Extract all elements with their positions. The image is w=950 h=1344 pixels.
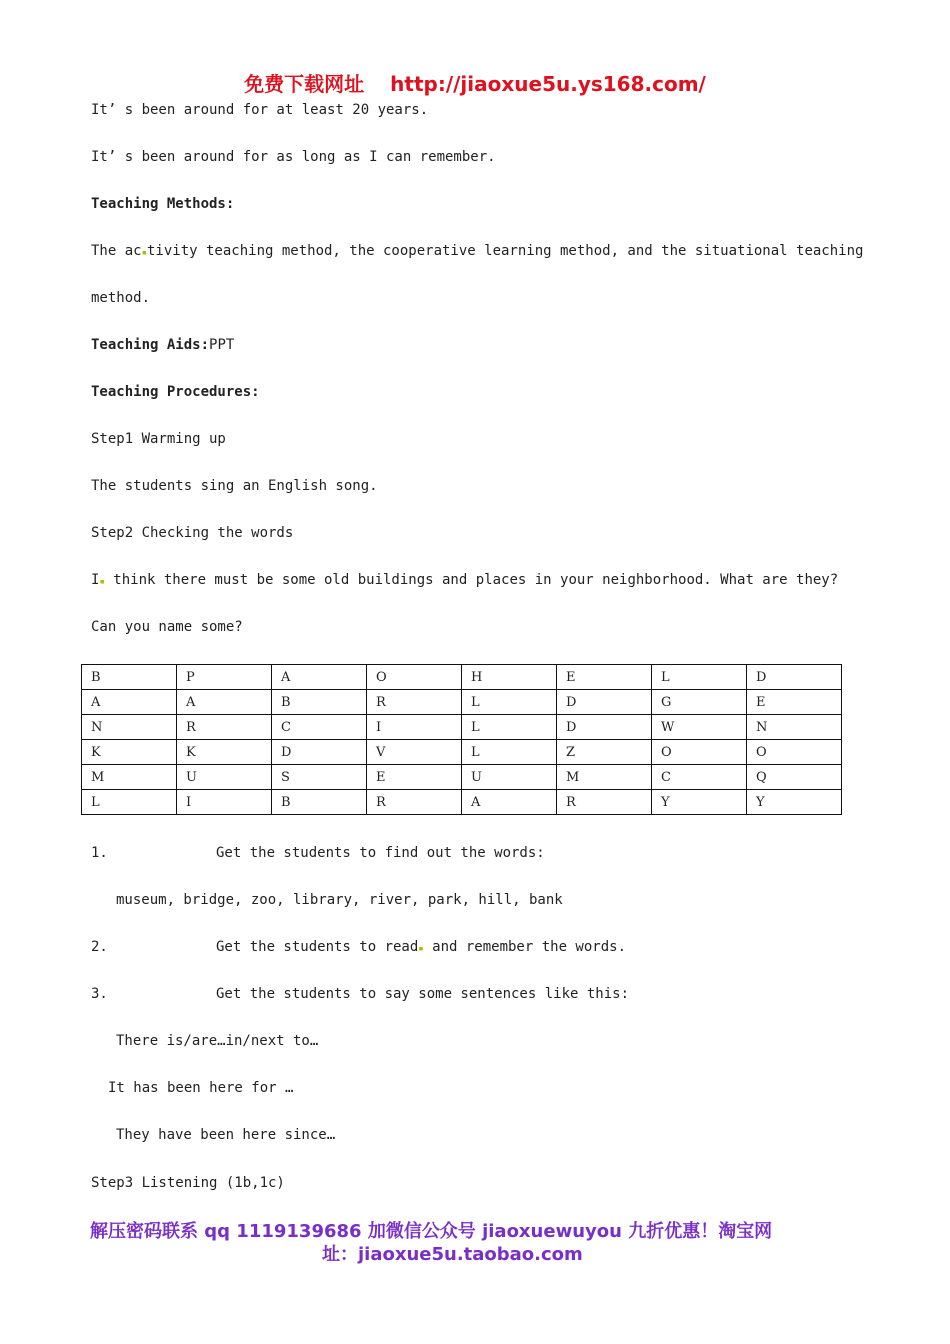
- table-cell: B: [82, 665, 177, 690]
- header-banner: [0, 68, 950, 97]
- table-cell: M: [82, 765, 177, 790]
- edit-mark-icon: ▪: [141, 248, 147, 258]
- item2-text-part-a: Get the students to read: [216, 939, 419, 955]
- table-cell: A: [82, 690, 177, 715]
- table-cell: G: [652, 690, 747, 715]
- letter-grid-body: [82, 665, 842, 815]
- table-cell: L: [82, 790, 177, 815]
- header-url-link[interactable]: http://jiaoxue5u.ys168.com/: [390, 72, 706, 96]
- table-cell: R: [177, 715, 272, 740]
- table-cell: E: [747, 690, 842, 715]
- table-cell: U: [462, 765, 557, 790]
- table-cell: W: [652, 715, 747, 740]
- table-cell: L: [462, 740, 557, 765]
- table-cell: D: [557, 715, 652, 740]
- procedures-heading: Teaching Procedures:: [91, 384, 260, 400]
- table-cell: P: [177, 665, 272, 690]
- question-cont: Can you name some?: [91, 619, 243, 635]
- item2-text-part-b: and remember the words.: [423, 939, 627, 955]
- table-cell: M: [557, 765, 652, 790]
- table-cell: N: [82, 715, 177, 740]
- table-cell: K: [177, 740, 272, 765]
- table-cell: Z: [557, 740, 652, 765]
- item2-text: [216, 939, 626, 955]
- table-cell: Y: [652, 790, 747, 815]
- table-row: [82, 740, 842, 765]
- item3-text: Get the students to say some sentences like this:: [216, 986, 630, 1002]
- table-cell: Y: [747, 790, 842, 815]
- table-cell: B: [272, 790, 367, 815]
- aids-value: PPT: [209, 337, 235, 353]
- table-cell: O: [367, 665, 462, 690]
- letter-grid-table: [81, 664, 842, 815]
- footer-banner: [90, 1220, 860, 1266]
- methods-heading: Teaching Methods:: [91, 196, 235, 212]
- list-item-1: [91, 845, 545, 861]
- table-cell: V: [367, 740, 462, 765]
- edit-mark-icon: ▪: [99, 577, 105, 587]
- item3-number: 3.: [91, 986, 108, 1002]
- table-cell: K: [82, 740, 177, 765]
- item1-number: 1.: [91, 845, 108, 861]
- table-cell: I: [177, 790, 272, 815]
- list-item-3: [91, 986, 630, 1002]
- footer-line-1: 解压密码联系 qq 1119139686 加微信公众号 jiaoxuewuyou 九折优惠！淘宝网: [90, 1221, 773, 1242]
- methods-text-part-a: The ac: [91, 243, 142, 259]
- table-cell: E: [557, 665, 652, 690]
- table-row: [82, 665, 842, 690]
- table-row: [82, 790, 842, 815]
- table-cell: R: [367, 790, 462, 815]
- table-cell: N: [747, 715, 842, 740]
- word-list: museum, bridge, zoo, library, river, park, hill, bank: [116, 892, 563, 908]
- table-cell: R: [557, 790, 652, 815]
- text-line-1: It’ s been around for at least 20 years.: [91, 102, 429, 118]
- table-cell: Q: [747, 765, 842, 790]
- question-start: I: [91, 572, 100, 588]
- table-cell: C: [272, 715, 367, 740]
- example-sentence-2: It has been here for …: [108, 1080, 294, 1096]
- methods-text-part-b: tivity teaching method, the cooperative learning method, and the situational teaching: [147, 243, 864, 259]
- table-cell: A: [177, 690, 272, 715]
- step1-heading: Step1 Warming up: [91, 431, 226, 447]
- table-cell: O: [747, 740, 842, 765]
- table-cell: A: [272, 665, 367, 690]
- table-cell: D: [557, 690, 652, 715]
- table-row: [82, 690, 842, 715]
- methods-text-cont: method.: [91, 290, 151, 306]
- table-row: [82, 715, 842, 740]
- table-cell: L: [652, 665, 747, 690]
- table-cell: A: [462, 790, 557, 815]
- methods-text: [91, 243, 863, 259]
- footer-line-2[interactable]: 址：jiaoxue5u.taobao.com: [322, 1244, 583, 1265]
- example-sentence-3: They have been here since…: [116, 1127, 336, 1143]
- table-cell: S: [272, 765, 367, 790]
- item2-number: 2.: [91, 939, 108, 955]
- step1-text: The students sing an English song.: [91, 478, 378, 494]
- table-cell: H: [462, 665, 557, 690]
- edit-mark-icon: ▪: [418, 944, 424, 954]
- aids-heading: Teaching Aids:: [91, 337, 210, 353]
- example-sentence-1: There is/are…in/next to…: [116, 1033, 319, 1049]
- table-cell: D: [272, 740, 367, 765]
- step2-heading: Step2 Checking the words: [91, 525, 294, 541]
- aids-line: [91, 337, 234, 353]
- step3-heading: Step3 Listening (1b,1c): [91, 1175, 285, 1191]
- table-cell: O: [652, 740, 747, 765]
- list-item-2: [91, 939, 627, 955]
- table-cell: U: [177, 765, 272, 790]
- text-line-2: It’ s been around for as long as I can remember.: [91, 149, 496, 165]
- question-rest: think there must be some old buildings and places in your neighborhood. What are they?: [104, 572, 839, 588]
- item1-text: Get the students to find out the words:: [216, 845, 545, 861]
- table-cell: L: [462, 690, 557, 715]
- table-cell: C: [652, 765, 747, 790]
- table-cell: B: [272, 690, 367, 715]
- table-cell: I: [367, 715, 462, 740]
- header-label: 免费下载网址: [244, 72, 365, 96]
- table-row: [82, 765, 842, 790]
- table-cell: E: [367, 765, 462, 790]
- question-line: [91, 572, 838, 588]
- table-cell: L: [462, 715, 557, 740]
- table-cell: R: [367, 690, 462, 715]
- table-cell: D: [747, 665, 842, 690]
